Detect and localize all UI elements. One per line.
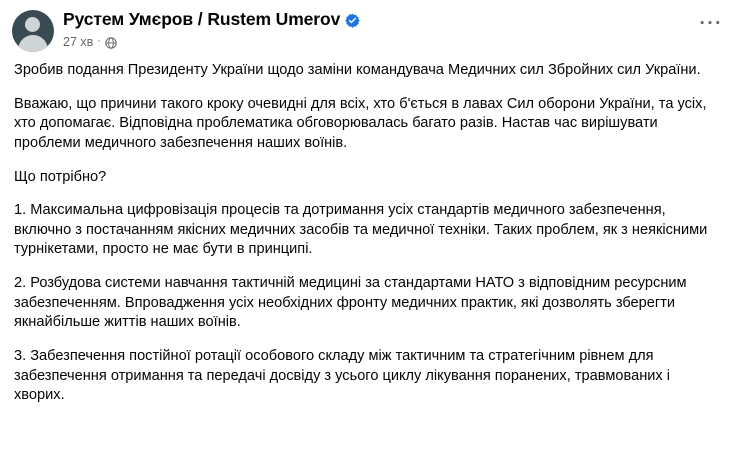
avatar-body-shape [18, 35, 48, 52]
author-name[interactable]: Рустем Умєров / Rustem Umerov [63, 9, 341, 29]
post-paragraph: 1. Максимальна цифровізація процесів та дотримання усіх стандартів медичного забезпечення, включно з постачанням якісних медичних засобів та медичної техніки. Таких проблем, як з неякісними турнікетами, просто не має бути в принципі. [14, 202, 708, 258]
post-paragraph: Зробив подання Президенту України щодо заміни командувача Медичних сил Збройних сил України. [14, 62, 701, 78]
meta-separator: · [97, 35, 101, 47]
post-header-text [63, 10, 360, 49]
post-more-options-button[interactable]: ··· [699, 13, 723, 34]
post-paragraph: Що потрібно? [14, 168, 107, 185]
avatar-head-shape [25, 17, 40, 32]
post-paragraph: Вважаю, що причини такого кроку очевидні для всіх, хто б'ється в лавах Сил оборони України, та усіх, хто допомагає. Відповідна проблематика обговорювалась багато разів. Настав час вирішувати проблеми медичного забезпечення наших воїнів. [14, 95, 707, 151]
post-timestamp[interactable]: 27 хв [63, 34, 94, 49]
globe-icon[interactable] [105, 37, 117, 49]
author-name-row [63, 11, 360, 29]
post-paragraph: 2. Розбудова системи навчання тактичній медицині за стандартами НАТО з відповідним ресурсним забезпеченням. Впровадження усіх необхідних фронту медичних практик, які дозволять зберегти якнайбільше життів наших воїнів. [14, 275, 687, 331]
verified-badge-icon [345, 13, 360, 28]
post-meta [63, 35, 360, 49]
avatar[interactable] [12, 10, 54, 52]
post-paragraph: 3. Забезпечення постійної ротації особового складу між тактичним та стратегічним рівнем для забезпечення отримання та передачі досвіду з усього циклу лікування поранених, травмованих і хворих. [14, 347, 671, 404]
post-text-content [0, 52, 737, 406]
post-header [0, 0, 737, 52]
